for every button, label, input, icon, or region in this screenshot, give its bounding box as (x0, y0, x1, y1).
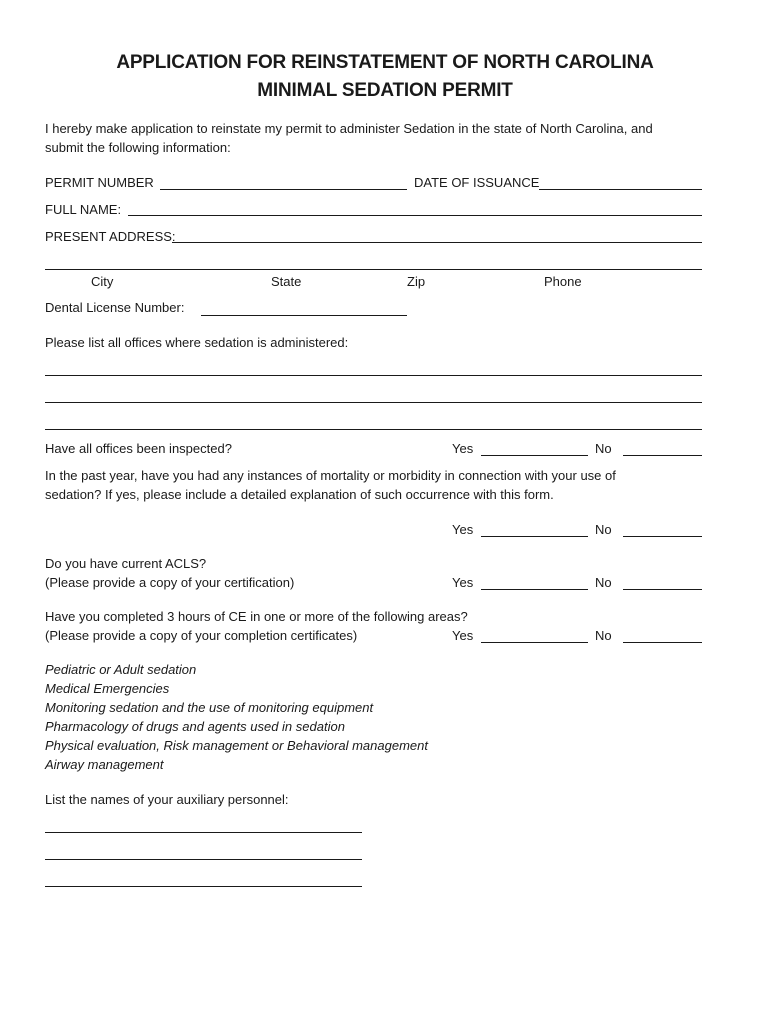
inspected-no-field[interactable] (623, 455, 702, 456)
mortality-yes-label: Yes (452, 522, 474, 537)
state-sublabel: State (271, 274, 302, 289)
ce-no-label: No (595, 628, 612, 643)
ce-no-field[interactable] (623, 642, 702, 643)
intro-text-line1: I hereby make application to reinstate my permit to administer Sedation in the state of North Carolina, and (45, 121, 653, 136)
inspected-question: Have all offices been inspected? (45, 441, 232, 456)
acls-no-field[interactable] (623, 589, 702, 590)
acls-question-line1: Do you have current ACLS? (45, 556, 207, 571)
form-title-line2: MINIMAL SEDATION PERMIT (257, 80, 513, 101)
permit-number-field[interactable] (160, 189, 407, 190)
ce-area-item: Airway management (45, 757, 164, 772)
phone-sublabel: Phone (544, 274, 582, 289)
ce-question-line1: Have you completed 3 hours of CE in one or more of the following areas? (45, 609, 468, 624)
dental-license-field[interactable] (201, 315, 407, 316)
mortality-yes-field[interactable] (481, 536, 588, 537)
ce-question-line2: (Please provide a copy of your completion certificates) (45, 628, 358, 643)
inspected-yes-label: Yes (452, 441, 474, 456)
ce-area-item: Medical Emergencies (45, 681, 170, 696)
mortality-question-line1: In the past year, have you had any instances of mortality or morbidity in connection with your use of (45, 468, 616, 483)
personnel-field-line[interactable] (45, 859, 362, 860)
inspected-yes-field[interactable] (481, 455, 588, 456)
offices-field-line[interactable] (45, 402, 702, 403)
ce-area-item: Pediatric or Adult sedation (45, 662, 197, 677)
offices-field-line[interactable] (45, 429, 702, 430)
personnel-field-line[interactable] (45, 832, 362, 833)
personnel-prompt: List the names of your auxiliary personnel: (45, 792, 289, 807)
ce-area-item: Physical evaluation, Risk management or Behavioral management (45, 738, 428, 753)
offices-prompt: Please list all offices where sedation is administered: (45, 335, 349, 350)
ce-area-item: Monitoring sedation and the use of monitoring equipment (45, 700, 374, 715)
full-name-label: FULL NAME: (45, 202, 122, 217)
city-sublabel: City (91, 274, 114, 289)
personnel-field-line[interactable] (45, 886, 362, 887)
present-address-label: PRESENT ADDRESS: (45, 229, 176, 244)
acls-yes-label: Yes (452, 575, 474, 590)
ce-yes-label: Yes (452, 628, 474, 643)
inspected-no-label: No (595, 441, 612, 456)
date-of-issuance-field[interactable] (539, 189, 702, 190)
offices-field-line[interactable] (45, 375, 702, 376)
address-line2-field[interactable] (45, 269, 702, 270)
intro-text-line2: submit the following information: (45, 140, 231, 155)
mortality-no-label: No (595, 522, 612, 537)
ce-yes-field[interactable] (481, 642, 588, 643)
acls-question-line2: (Please provide a copy of your certification) (45, 575, 295, 590)
acls-yes-field[interactable] (481, 589, 588, 590)
acls-no-label: No (595, 575, 612, 590)
present-address-field[interactable] (172, 242, 702, 243)
ce-area-item: Pharmacology of drugs and agents used in sedation (45, 719, 345, 734)
date-of-issuance-label: DATE OF ISSUANCE (414, 175, 540, 190)
zip-sublabel: Zip (407, 274, 426, 289)
form-title-line1: APPLICATION FOR REINSTATEMENT OF NORTH CAROLINA (116, 52, 654, 73)
mortality-no-field[interactable] (623, 536, 702, 537)
permit-number-label: PERMIT NUMBER (45, 175, 154, 190)
dental-license-label: Dental License Number: (45, 300, 185, 315)
full-name-field[interactable] (128, 215, 702, 216)
mortality-question-line2: sedation? If yes, please include a detailed explanation of such occurrence with this form. (45, 487, 554, 502)
